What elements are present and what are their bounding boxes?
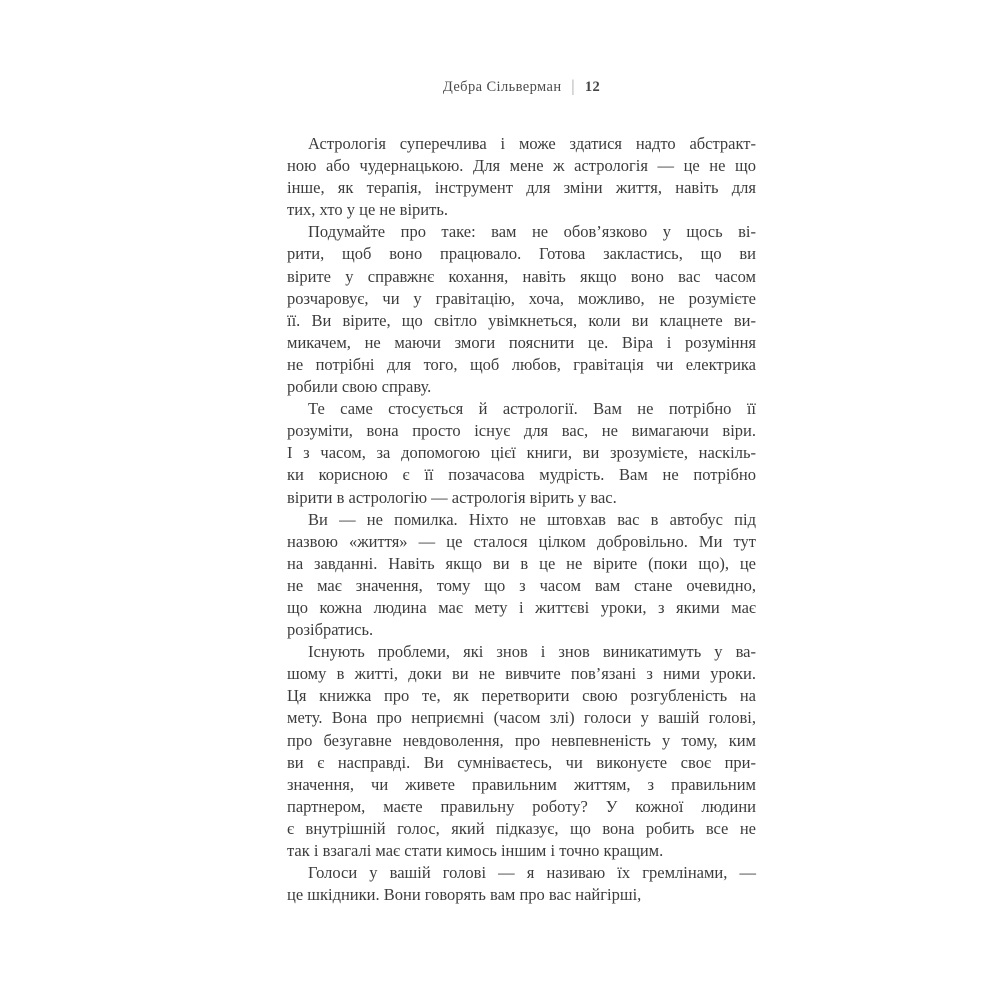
text-line: це шкідники. Вони говорять вам про вас найгірші,	[287, 885, 642, 905]
text-line: Те саме стосується й астрології. Вам не потрібно її	[308, 399, 756, 419]
text-line: шому в житті, доки ви не вивчите пов’язані з ними уроки.	[287, 664, 756, 684]
text-line: ною або чудернацькою. Для мене ж астрологія — це не що	[287, 156, 756, 176]
text-line: про безугавне невдоволення, про невпевненість у тому, ким	[287, 730, 756, 750]
paragraph	[287, 641, 756, 862]
text-line: робили свою справу.	[287, 377, 432, 397]
page-number: 12	[584, 79, 601, 95]
text-line: микачем, не маючи змоги пояснити це. Віра і розуміння	[287, 332, 756, 352]
header-separator: |	[571, 77, 575, 97]
text-line: Ви — не помилка. Ніхто не штовхав вас в автобус під	[308, 509, 756, 529]
text-line: вірити в астрологію — астрологія вірить у вас.	[287, 487, 617, 507]
text-line: рити, щоб воно працювало. Готова закластись, що ви	[287, 244, 756, 264]
text-line: значення, чи живете правильним життям, з правильним	[287, 774, 756, 794]
text-line: ки корисною є її позачасова мудрість. Вам не потрібно	[287, 465, 756, 485]
page-body	[287, 133, 756, 906]
paragraph	[287, 133, 756, 221]
text-line: мету. Вона про неприємні (часом злі) голоси у вашій голові,	[287, 708, 756, 728]
text-line: І з часом, за допомогою цієї книги, ви зрозумієте, наскіль-	[287, 443, 756, 463]
text-line: не має значення, тому що з часом вам стане очевидно,	[287, 575, 756, 595]
text-line: назвою «життя» — це сталося цілком добровільно. Ми тут	[287, 531, 756, 551]
text-line: вірите у справжнє кохання, навіть якщо воно вас часом	[287, 266, 756, 286]
paragraph	[287, 398, 756, 508]
paragraph	[287, 862, 756, 906]
text-line: Існують проблеми, які знов і знов виникатимуть у ва-	[308, 642, 756, 662]
paragraph	[287, 509, 756, 642]
text-line: так і взагалі має стати кимось іншим і точно кращим.	[287, 841, 664, 860]
text-line: є внутрішній голос, який підказує, що вона робить все не	[287, 818, 756, 838]
text-line: розчаровує, чи у гравітацію, хоча, можливо, не розумієте	[287, 288, 756, 308]
text-line: партнером, маєте правильну роботу? У кожної людини	[287, 796, 756, 816]
text-line: її. Ви вірите, що світло увімкнеться, коли ви клацнете ви-	[287, 310, 756, 330]
paragraph	[287, 221, 756, 398]
text-line: що кожна людина має мету і життєві уроки, з якими має	[287, 597, 756, 617]
text-line: розібратись.	[287, 620, 374, 640]
text-line: не потрібні для того, щоб любов, гравітація чи електрика	[287, 354, 756, 374]
running-header	[287, 79, 756, 96]
text-line: розуміти, вона просто існує для вас, не вимагаючи віри.	[287, 421, 756, 441]
running-header-author: Дебра Сільверман	[442, 79, 562, 95]
text-line: на завданні. Навіть якщо ви в це не вірите (поки що), це	[287, 553, 756, 573]
text-line: Ця книжка про те, як перетворити свою розгубленість на	[287, 686, 756, 706]
text-line: тих, хто у це не вірить.	[287, 200, 448, 220]
text-line: Голоси у вашій голові — я називаю їх гремлінами, —	[308, 863, 756, 883]
text-line: Астрологія суперечлива і може здатися надто абстракт-	[308, 134, 756, 153]
text-line: Подумайте про таке: вам не обов’язково у щось ві-	[308, 222, 756, 242]
text-line: ви є насправді. Ви сумніваєтесь, чи виконуєте своє при-	[287, 752, 756, 772]
text-line: інше, як терапія, інструмент для зміни життя, навіть для	[287, 178, 756, 198]
